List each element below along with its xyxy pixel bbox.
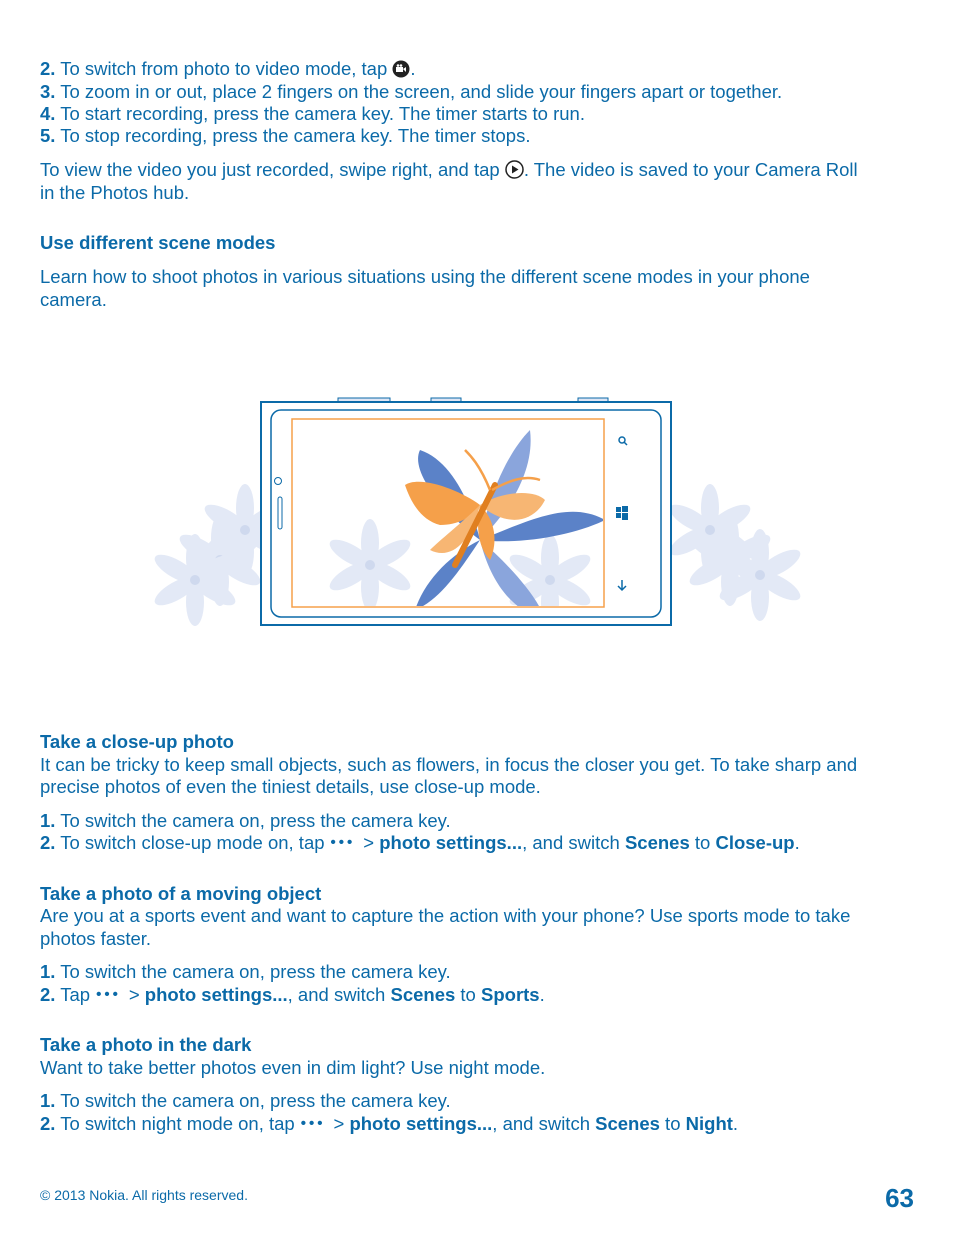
dark-step1: 1. To switch the camera on, press the camera key. (40, 1090, 451, 1111)
moving-step2: 2. Tap ••• > photo settings..., and switch Scenes to Sports. (40, 984, 545, 1005)
scene-modes-line1: Learn how to shoot photos in various situations using the different scene modes in your phone (40, 266, 810, 287)
step-start-recording: 4. To start recording, press the camera key. The timer starts to run. (40, 103, 585, 124)
video-camera-icon (392, 60, 410, 83)
moving-line2: photos faster. (40, 928, 152, 949)
step-text: To switch from photo to video mode, tap (55, 58, 393, 79)
view-video-line1: To view the video you just recorded, swipe right, and tap . The video is saved to your Camera Roll (40, 159, 858, 184)
moving-step1: 1. To switch the camera on, press the camera key. (40, 961, 451, 982)
dark-step2: 2. To switch night mode on, tap ••• > photo settings..., and switch Scenes to Night. (40, 1113, 739, 1134)
scene-modes-line2: camera. (40, 289, 107, 310)
more-icon: ••• (330, 834, 356, 851)
windows-icon (616, 506, 628, 520)
page-number: 63 (885, 1183, 914, 1213)
dark-heading: Take a photo in the dark (40, 1034, 252, 1055)
moving-heading: Take a photo of a moving object (40, 883, 322, 904)
moving-line1: Are you at a sports event and want to capture the action with your phone? Use sports mode to take (40, 905, 851, 926)
more-icon: ••• (96, 986, 121, 1003)
step-number: 2. (40, 58, 56, 79)
step-video-mode: 2. To switch from photo to video mode, tap . (40, 58, 416, 83)
phone-camera-illustration (150, 390, 810, 650)
dark-line1: Want to take better photos even in dim light? Use night mode. (40, 1057, 546, 1078)
more-icon: ••• (300, 1115, 326, 1132)
view-video-line2: in the Photos hub. (40, 182, 190, 203)
scene-modes-heading: Use different scene modes (40, 232, 276, 253)
closeup-heading: Take a close-up photo (40, 731, 234, 752)
play-icon (505, 160, 524, 184)
step-stop-recording: 5. To stop recording, press the camera key. The timer stops. (40, 125, 531, 146)
closeup-line1: It can be tricky to keep small objects, such as flowers, in focus the closer you get. To take sharp and (40, 754, 858, 775)
step-zoom: 3. To zoom in or out, place 2 fingers on the screen, and slide your fingers apart or together. (40, 81, 783, 102)
footer-copyright: © 2013 Nokia. All rights reserved. (40, 1187, 248, 1203)
closeup-line2: precise photos of even the tiniest details, use close-up mode. (40, 776, 541, 797)
closeup-step2: 2. To switch close-up mode on, tap ••• > photo settings..., and switch Scenes to Close-up. (40, 832, 800, 853)
closeup-step1: 1. To switch the camera on, press the camera key. (40, 810, 451, 831)
